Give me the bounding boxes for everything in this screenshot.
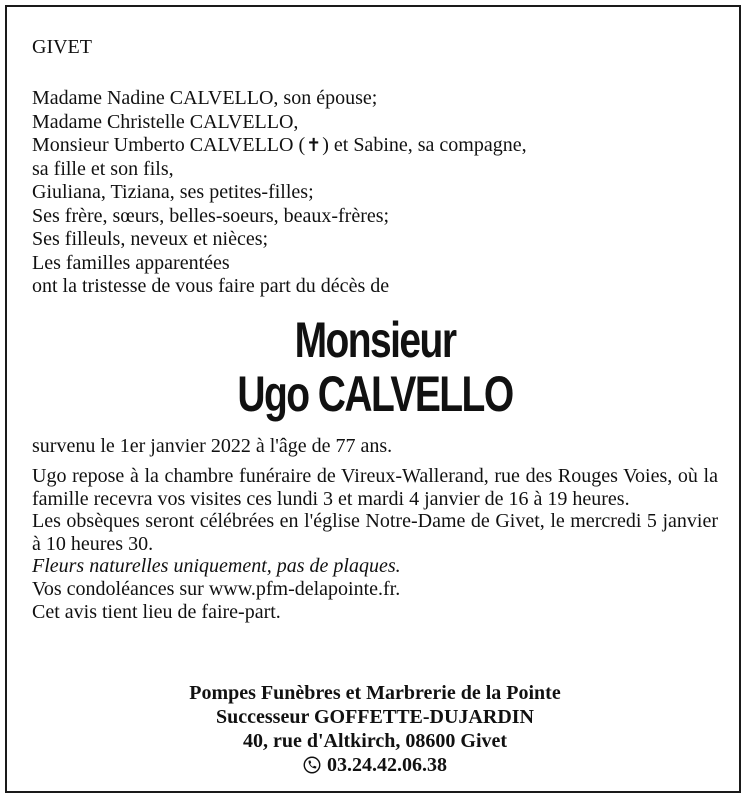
funeral-paragraph: Les obsèques seront célébrées en l'église Notre-Dame de Givet, le mercredi 5 janvier à 10 heures 30. [32, 510, 718, 555]
family-line: ont la tristesse de vous faire part du décès de [32, 275, 390, 297]
deceased-name: Ugo CALVELLO [237, 366, 513, 422]
details-section [32, 465, 718, 623]
phone-icon [303, 756, 321, 774]
deceased-name-block [107, 313, 642, 421]
funeral-home-address: 40, rue d'Altkirch, 08600 Givet [242, 730, 508, 752]
notice-line: Cet avis tient lieu de faire-part. [32, 600, 281, 623]
funeral-home-name: Pompes Funèbres et Marbrerie de la Pointe [189, 682, 561, 704]
funeral-home-block [32, 681, 718, 777]
obituary-notice [5, 5, 741, 793]
death-info: survenu le 1er janvier 2022 à l'âge de 77 ans. [32, 435, 393, 457]
family-line-part: Monsieur Umberto CALVELLO ( [32, 134, 306, 156]
family-line: Madame Nadine CALVELLO, son épouse; [32, 87, 378, 109]
condolences-line: Vos condoléances sur www.pfm-delapointe.fr. [32, 577, 401, 600]
family-list [32, 87, 527, 299]
viewing-paragraph: Ugo repose à la chambre funéraire de Vireux-Wallerand, rue des Rouges Voies, où la famille recevra vos visites ces lundi 3 et mardi 4 janvier de 16 à 19 heures. [32, 465, 718, 510]
deceased-title: Monsieur [294, 312, 456, 368]
flowers-note: Fleurs naturelles uniquement, pas de plaques. [32, 555, 401, 578]
family-line: Les familles apparentées [32, 251, 230, 274]
family-line-with-cross [32, 134, 527, 158]
family-line: Madame Christelle CALVELLO, [32, 110, 299, 133]
family-line-part: ) et Sabine, sa compagne, [322, 134, 527, 156]
funeral-home-phone-line [32, 753, 718, 777]
funeral-home-phone: 03.24.42.06.38 [327, 754, 447, 776]
family-line: Ses filleuls, neveux et nièces; [32, 228, 269, 250]
family-line: sa fille et son fils, [32, 157, 174, 180]
family-line: Giuliana, Tiziana, ses petites-filles; [32, 181, 314, 203]
family-line: Ses frère, sœurs, belles-soeurs, beaux-frères; [32, 204, 390, 227]
town-heading: GIVET [32, 36, 92, 58]
cross-icon: ✝ [306, 135, 322, 156]
funeral-home-successor: Successeur GOFFETTE-DUJARDIN [216, 706, 534, 728]
